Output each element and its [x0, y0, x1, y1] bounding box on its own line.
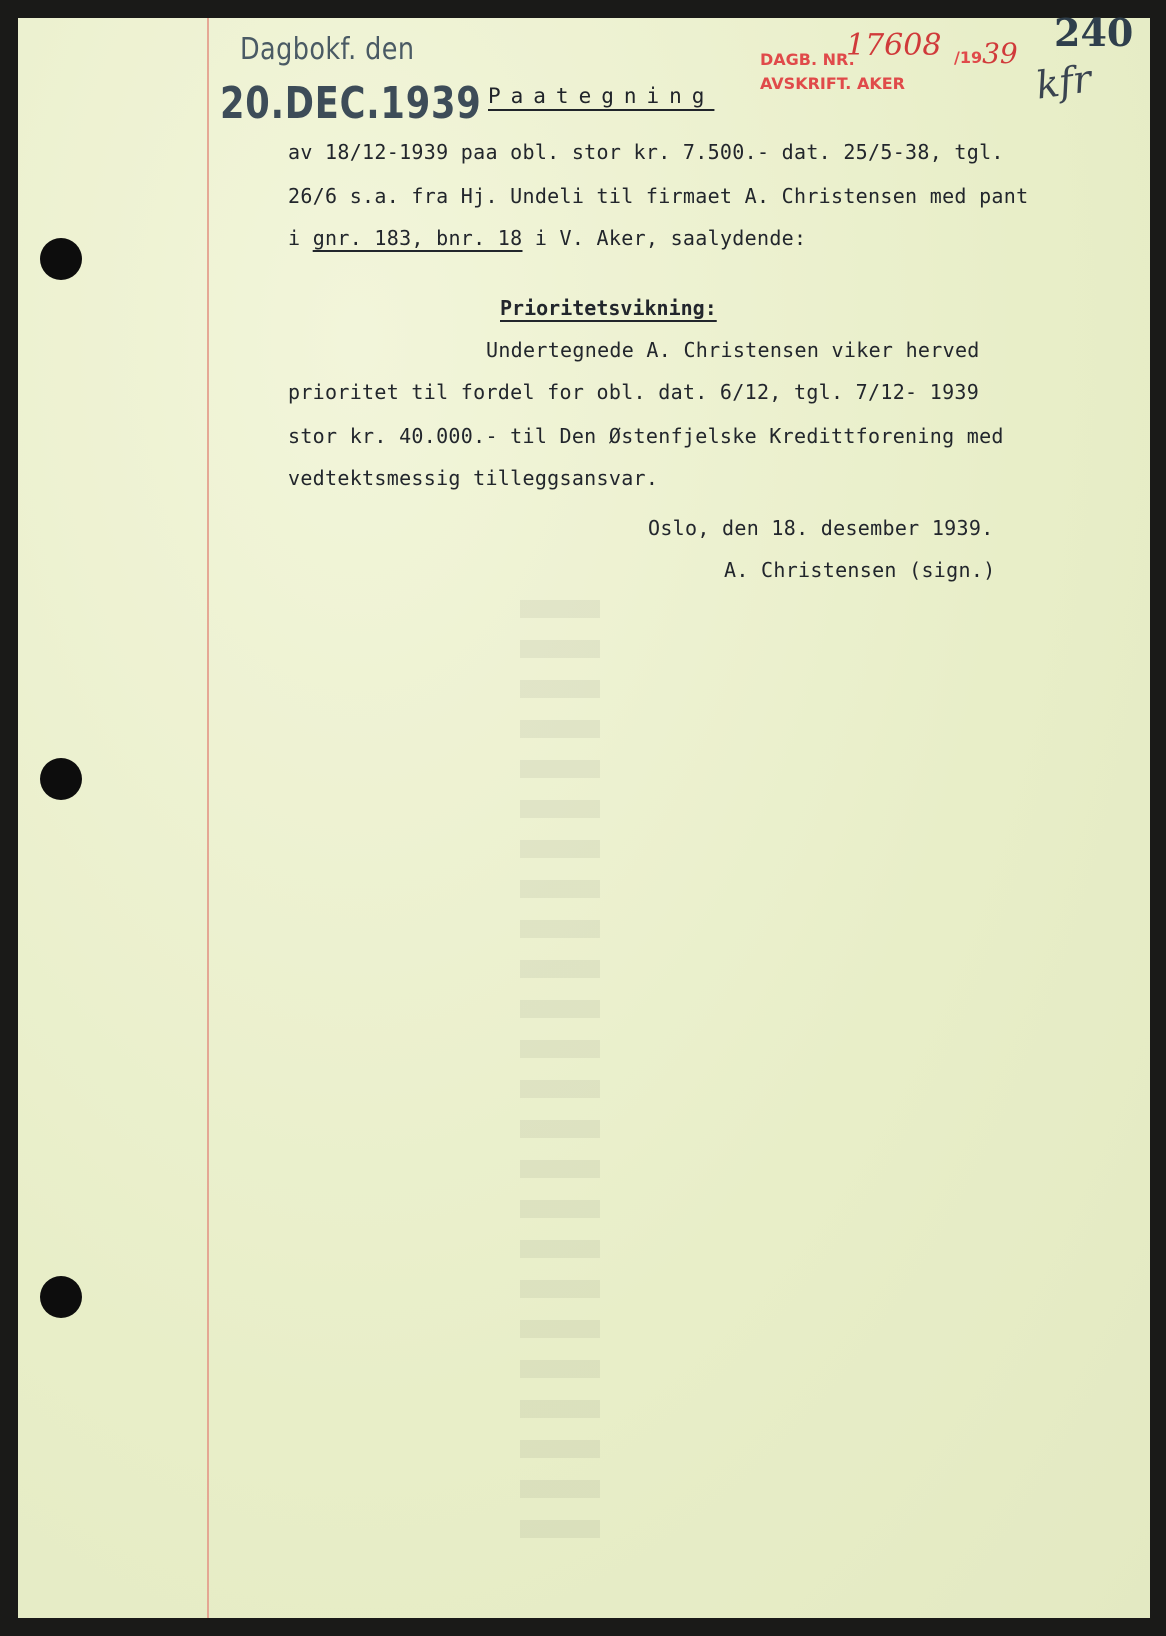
- text-fragment: i: [288, 226, 313, 250]
- text-line: vedtektsmessig tilleggsansvar.: [288, 466, 659, 490]
- date-stamp-label: Dagbokf. den: [240, 32, 415, 67]
- place-date: Oslo, den 18. desember 1939.: [648, 516, 994, 540]
- punch-hole: [40, 238, 82, 280]
- text-line: prioritet til fordel for obl. dat. 6/12, tgl. 7/12- 1939: [288, 380, 980, 404]
- document-page: [18, 10, 1150, 1618]
- text-line: 26/6 s.a. fra Hj. Undeli til firmaet A. Christensen med pant: [288, 184, 1029, 208]
- text-fragment: i V. Aker, saalydende:: [522, 226, 807, 250]
- office-label: AVSKRIFT. AKER: [760, 74, 905, 93]
- dagbok-year-suffix: 39: [982, 37, 1018, 70]
- dagbok-year: [954, 37, 1018, 70]
- text-line: Undertegnede A. Christensen viker herved: [486, 338, 980, 362]
- punch-hole: [40, 758, 82, 800]
- dagbok-number: 17608: [846, 28, 942, 63]
- dagbok-stamp: [760, 28, 1018, 96]
- date-stamp: 20.DEC.1939: [220, 78, 482, 129]
- margin-line: [207, 18, 209, 1618]
- document-title: Paategning: [488, 84, 715, 108]
- bleed-through-text: [520, 598, 600, 1538]
- page-number: 240: [1054, 10, 1134, 55]
- text-line: [288, 226, 806, 250]
- dagbok-year-prefix: /19: [954, 48, 983, 67]
- text-line: stor kr. 40.000.- til Den Østenfjelske Kredittforening med: [288, 424, 1004, 448]
- section-heading: Prioritetsvikning:: [500, 296, 717, 320]
- property-reference: gnr. 183, bnr. 18: [312, 226, 523, 250]
- dagbok-label: DAGB. NR.: [760, 50, 855, 69]
- punch-hole: [40, 1276, 82, 1318]
- clerk-initials: kfr: [1033, 56, 1095, 108]
- signature: A. Christensen (sign.): [724, 558, 996, 582]
- text-line: av 18/12-1939 paa obl. stor kr. 7.500.- dat. 25/5-38, tgl.: [288, 140, 1004, 164]
